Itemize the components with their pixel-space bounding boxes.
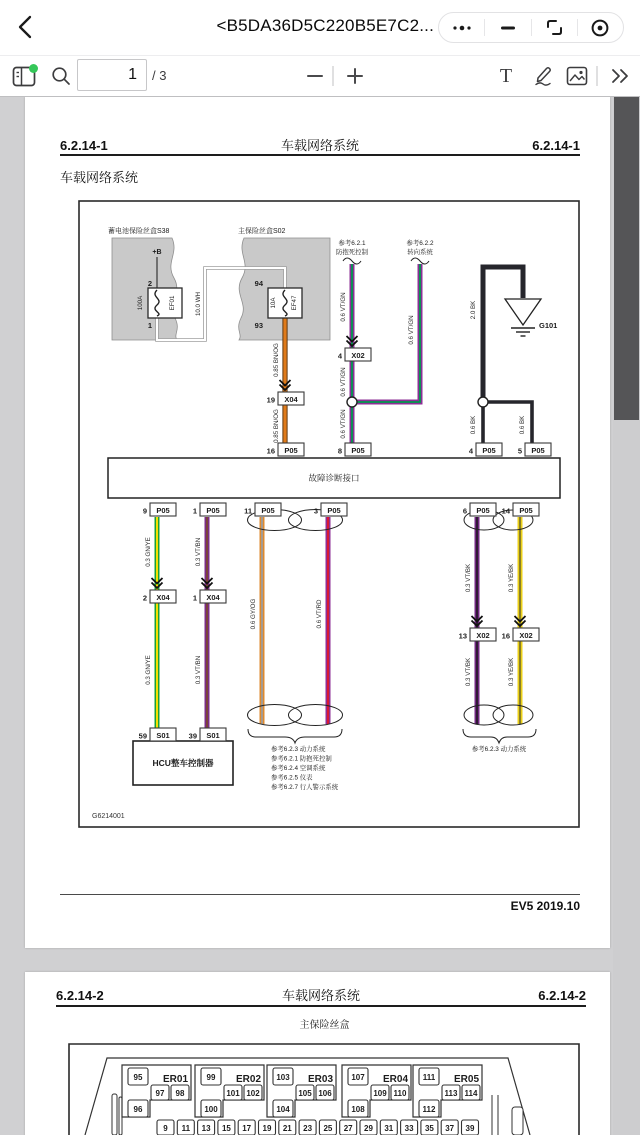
green-status-dot	[29, 64, 38, 73]
section-title: 车载网络系统	[60, 170, 139, 185]
thumbnails-panel-button[interactable]	[8, 56, 42, 96]
svg-text:0.6 VT/GN: 0.6 VT/GN	[340, 367, 347, 397]
svg-text:ER01: ER01	[162, 1074, 188, 1085]
svg-text:111: 111	[422, 1073, 436, 1082]
svg-text:107: 107	[351, 1073, 365, 1082]
svg-text:39: 39	[188, 731, 197, 741]
svg-text:101: 101	[226, 1089, 240, 1098]
svg-text:11: 11	[244, 506, 252, 516]
svg-text:10.0 WH: 10.0 WH	[195, 291, 202, 317]
svg-text:X02: X02	[476, 630, 490, 640]
footer-rule	[60, 894, 580, 895]
pdf-page-1	[25, 97, 610, 948]
minus-icon	[306, 74, 324, 78]
svg-text:参考6.2.1 防抱死控制: 参考6.2.1 防抱死控制	[271, 755, 332, 763]
zoom-in-button[interactable]	[340, 56, 370, 96]
diagnostic-connector-box	[108, 458, 560, 498]
svg-text:S01: S01	[156, 730, 170, 740]
svg-text:0.6 BK: 0.6 BK	[519, 415, 526, 435]
svg-text:3: 3	[313, 506, 318, 516]
battery-fuse-box-s38	[108, 226, 177, 340]
svg-text:94: 94	[254, 279, 263, 288]
svg-text:2: 2	[147, 279, 152, 288]
svg-text:10A: 10A	[270, 297, 277, 309]
svg-text:S01: S01	[206, 730, 220, 740]
toolbar-divider	[332, 56, 334, 96]
page2-running-header	[56, 985, 586, 1004]
pdf-page-2	[25, 972, 610, 1135]
relay-group-er03	[267, 1065, 336, 1117]
search-icon	[50, 65, 72, 87]
svg-text:4: 4	[337, 351, 342, 361]
svg-text:110: 110	[393, 1089, 407, 1098]
brace-icon	[463, 729, 536, 743]
document-title: <B5DA36D5C220B5E7C2...	[216, 16, 434, 35]
header-section-right: 6.2.14-1	[532, 138, 580, 153]
relay-group-er05	[413, 1065, 482, 1117]
svg-text:112: 112	[422, 1105, 436, 1114]
svg-text:参考6.2.3 动力系统: 参考6.2.3 动力系统	[471, 746, 527, 753]
brace-icon	[248, 729, 342, 743]
wire-break-icon	[411, 258, 429, 264]
header-section-left: 6.2.14-2	[56, 988, 104, 1003]
more-tools-button[interactable]	[604, 56, 636, 96]
ground-triangle-icon	[505, 299, 541, 325]
search-button[interactable]	[46, 56, 76, 96]
svg-text:X04: X04	[156, 592, 170, 602]
svg-text:33: 33	[404, 1124, 414, 1133]
svg-text:0.3 VT/BN: 0.3 VT/BN	[195, 537, 202, 567]
page-number-input[interactable]	[77, 59, 147, 91]
svg-text:G101: G101	[539, 321, 558, 330]
svg-text:P05: P05	[261, 505, 275, 515]
svg-text:103: 103	[276, 1073, 290, 1082]
svg-text:108: 108	[351, 1105, 365, 1114]
svg-text:27: 27	[343, 1124, 353, 1133]
svg-text:16: 16	[501, 631, 510, 641]
tag-x02-13	[459, 628, 496, 641]
page-count-label: / 3	[152, 68, 167, 83]
svg-text:P05: P05	[327, 505, 341, 515]
svg-text:蓄电池保险丝盒S38: 蓄电池保险丝盒S38	[108, 228, 170, 235]
footer-version: EV5 2019.10	[510, 899, 580, 913]
zoom-out-button[interactable]	[300, 56, 330, 96]
svg-text:1: 1	[192, 593, 197, 603]
svg-text:EF47: EF47	[291, 295, 298, 311]
svg-text:9: 9	[163, 1124, 168, 1133]
wire-break-icon	[343, 258, 361, 264]
header-rule	[56, 1005, 586, 1007]
svg-text:25: 25	[323, 1124, 333, 1133]
tag-p05-11	[244, 503, 281, 516]
svg-text:96: 96	[133, 1105, 143, 1114]
fusebox-right-detail	[492, 1095, 523, 1135]
fuse-number-row	[157, 1120, 479, 1135]
svg-text:113: 113	[444, 1089, 458, 1098]
tag-x04-19	[267, 392, 304, 405]
twisted-pair-icons	[248, 510, 534, 726]
svg-text:0.3 VT/BN: 0.3 VT/BN	[195, 655, 202, 685]
pen-icon	[532, 65, 554, 87]
tag-p05-8	[338, 443, 371, 456]
svg-text:0.3 GN/YE: 0.3 GN/YE	[145, 655, 152, 685]
tag-p05-1	[193, 503, 226, 516]
svg-text:99: 99	[206, 1073, 216, 1082]
double-chevron-right-icon	[610, 68, 630, 84]
text-tool-button[interactable]	[492, 56, 520, 96]
relay-group-er01	[122, 1065, 191, 1117]
header-title-center: 车载网络系统	[280, 138, 359, 153]
svg-text:参考6.2.7 行人警示系统: 参考6.2.7 行人警示系统	[271, 784, 339, 791]
svg-text:13: 13	[201, 1124, 211, 1133]
svg-text:0.3 GN/YE: 0.3 GN/YE	[145, 537, 152, 567]
svg-text:X04: X04	[206, 592, 220, 602]
svg-text:P05: P05	[156, 505, 170, 515]
fuse-box-figure	[68, 1040, 581, 1135]
back-button[interactable]	[14, 14, 40, 40]
text-tool-icon: T	[499, 64, 513, 87]
svg-text:29: 29	[364, 1124, 373, 1133]
svg-text:ER03: ER03	[307, 1074, 333, 1085]
svg-text:105: 105	[298, 1089, 312, 1098]
minimize-button[interactable]	[485, 13, 530, 42]
svg-text:23: 23	[303, 1124, 313, 1133]
svg-text:109: 109	[373, 1089, 387, 1098]
svg-text:转向系统: 转向系统	[407, 249, 433, 256]
svg-text:0.3 VT/BK: 0.3 VT/BK	[465, 657, 472, 687]
tag-s01-59	[139, 728, 176, 741]
sidebar-panel-icon	[12, 64, 38, 88]
tag-p05-5	[518, 443, 551, 456]
svg-text:8: 8	[337, 446, 342, 456]
svg-text:2: 2	[142, 593, 147, 603]
svg-text:参考6.2.5 仪表: 参考6.2.5 仪表	[271, 774, 313, 782]
svg-text:P05: P05	[351, 445, 365, 455]
svg-text:防抱死控制: 防抱死控制	[336, 249, 368, 256]
svg-text:14: 14	[501, 506, 510, 516]
title-bar	[0, 0, 640, 56]
fusebox-left-tabs	[112, 1094, 122, 1135]
svg-text:0.85 BN/OG: 0.85 BN/OG	[273, 409, 280, 443]
page1-running-header	[60, 135, 580, 154]
splice-junction	[478, 397, 488, 407]
svg-text:参考6.2.2: 参考6.2.2	[406, 240, 434, 247]
svg-text:100A: 100A	[137, 295, 144, 311]
svg-text:1: 1	[192, 506, 197, 516]
svg-text:31: 31	[384, 1124, 394, 1133]
svg-text:19: 19	[262, 1124, 272, 1133]
svg-text:19: 19	[266, 395, 275, 405]
svg-text:6: 6	[462, 506, 467, 516]
svg-text:15: 15	[221, 1124, 231, 1133]
svg-text:114: 114	[464, 1089, 478, 1098]
svg-text:主保险丝盒S02: 主保险丝盒S02	[238, 228, 286, 235]
header-title-center: 车载网络系统	[281, 988, 360, 1003]
tag-x04-1	[193, 590, 226, 603]
svg-text:39: 39	[465, 1124, 475, 1133]
svg-text:P05: P05	[476, 505, 490, 515]
svg-text:97: 97	[155, 1089, 165, 1098]
svg-text:P05: P05	[531, 445, 545, 455]
svg-text:106: 106	[318, 1089, 332, 1098]
more-button[interactable]	[439, 13, 484, 42]
float-window-button[interactable]	[532, 13, 577, 42]
svg-text:+B: +B	[152, 249, 162, 256]
svg-text:0.6 VT/RD: 0.6 VT/RD	[316, 599, 323, 629]
svg-text:2.0 BK: 2.0 BK	[470, 300, 477, 320]
svg-text:98: 98	[175, 1089, 185, 1098]
more-dots-icon	[451, 23, 473, 33]
ref-right-group	[463, 729, 536, 753]
svg-text:P05: P05	[206, 505, 220, 515]
svg-text:ER02: ER02	[235, 1074, 261, 1085]
svg-text:11: 11	[181, 1124, 191, 1133]
svg-text:0.6 VT/GN: 0.6 VT/GN	[340, 292, 347, 322]
svg-text:0.3 VT/BK: 0.3 VT/BK	[465, 563, 472, 593]
svg-text:0.85 BN/OG: 0.85 BN/OG	[273, 343, 280, 377]
svg-text:5: 5	[517, 446, 522, 456]
svg-text:X02: X02	[351, 350, 365, 360]
fusebox-subtitle: 主保险丝盒	[299, 1020, 350, 1031]
relay-group-er02	[195, 1065, 264, 1117]
hcu-controller-box	[133, 741, 233, 785]
svg-text:HCU整车控制器: HCU整车控制器	[152, 758, 214, 768]
tag-p05-14	[502, 503, 539, 516]
plus-icon	[346, 67, 364, 85]
target-circle-icon	[590, 18, 610, 38]
tag-s01-39	[189, 728, 226, 741]
svg-text:P05: P05	[284, 445, 298, 455]
back-chevron-icon	[14, 14, 40, 40]
svg-text:0.3 YE/BK: 0.3 YE/BK	[508, 657, 515, 687]
svg-text:P05: P05	[519, 505, 533, 515]
close-capsule-button[interactable]	[578, 13, 623, 42]
ref-mid-group	[248, 729, 342, 791]
svg-text:100: 100	[204, 1105, 218, 1114]
svg-text:4: 4	[468, 446, 473, 456]
svg-text:X02: X02	[519, 630, 533, 640]
svg-text:ER04: ER04	[382, 1074, 408, 1085]
wiring-diagram-figure	[78, 200, 580, 828]
header-rule	[60, 154, 580, 156]
svg-text:0.3 YE/BK: 0.3 YE/BK	[508, 563, 515, 593]
svg-text:35: 35	[424, 1124, 434, 1133]
svg-text:1: 1	[147, 321, 152, 330]
svg-text:37: 37	[445, 1124, 455, 1133]
tag-p05-16	[267, 443, 304, 456]
tag-x04-2	[143, 590, 176, 603]
svg-text:59: 59	[138, 731, 147, 741]
svg-text:X04: X04	[284, 394, 298, 404]
svg-text:21: 21	[282, 1124, 292, 1133]
insert-image-button[interactable]	[562, 56, 592, 96]
svg-text:0.6 VT/GN: 0.6 VT/GN	[408, 315, 415, 345]
minimize-icon	[500, 25, 516, 31]
toolbar-divider	[596, 56, 598, 96]
svg-text:0.6 VT/GN: 0.6 VT/GN	[340, 409, 347, 439]
window-control-capsule	[438, 12, 624, 43]
svg-text:102: 102	[246, 1089, 260, 1098]
tag-x02-4	[338, 348, 371, 361]
tag-p05-4	[469, 443, 502, 456]
svg-text:13: 13	[458, 631, 467, 641]
pdf-toolbar	[0, 56, 640, 97]
svg-text:参考6.2.3 动力系统: 参考6.2.3 动力系统	[271, 746, 326, 753]
scrollbar-thumb[interactable]	[614, 97, 639, 420]
svg-text:ER05: ER05	[453, 1074, 479, 1085]
svg-text:95: 95	[133, 1073, 143, 1082]
svg-text:17: 17	[242, 1124, 252, 1133]
relay-group-er04	[342, 1065, 411, 1117]
svg-text:9: 9	[142, 506, 147, 516]
float-window-icon	[546, 19, 563, 36]
svg-text:104: 104	[276, 1105, 290, 1114]
ref-steering-top	[407, 238, 434, 264]
svg-text:0.6 BK: 0.6 BK	[470, 415, 477, 435]
pdf-scroll-area[interactable]	[0, 97, 640, 1135]
tag-x02-16	[502, 628, 539, 641]
ref-abs-top	[336, 238, 369, 264]
ground-g101	[505, 299, 557, 336]
tag-p05-9	[143, 503, 176, 516]
splice-junction	[347, 397, 357, 407]
svg-text:16: 16	[266, 446, 275, 456]
svg-text:故障诊断接口: 故障诊断接口	[308, 473, 360, 483]
image-icon	[566, 66, 588, 86]
svg-text:93: 93	[254, 321, 263, 330]
wire-bk-ground	[483, 267, 523, 402]
svg-text:0.6 GY/OG: 0.6 GY/OG	[250, 598, 257, 630]
header-section-right: 6.2.14-2	[538, 988, 586, 1003]
annotate-pen-button[interactable]	[528, 56, 558, 96]
figure-id: G6214001	[92, 813, 125, 820]
svg-text:EF01: EF01	[169, 295, 176, 311]
header-section-left: 6.2.14-1	[60, 138, 108, 153]
svg-text:参考6.2.4 空调系统: 参考6.2.4 空调系统	[271, 765, 326, 772]
svg-text:参考6.2.1: 参考6.2.1	[338, 240, 366, 247]
svg-text:P05: P05	[482, 445, 496, 455]
